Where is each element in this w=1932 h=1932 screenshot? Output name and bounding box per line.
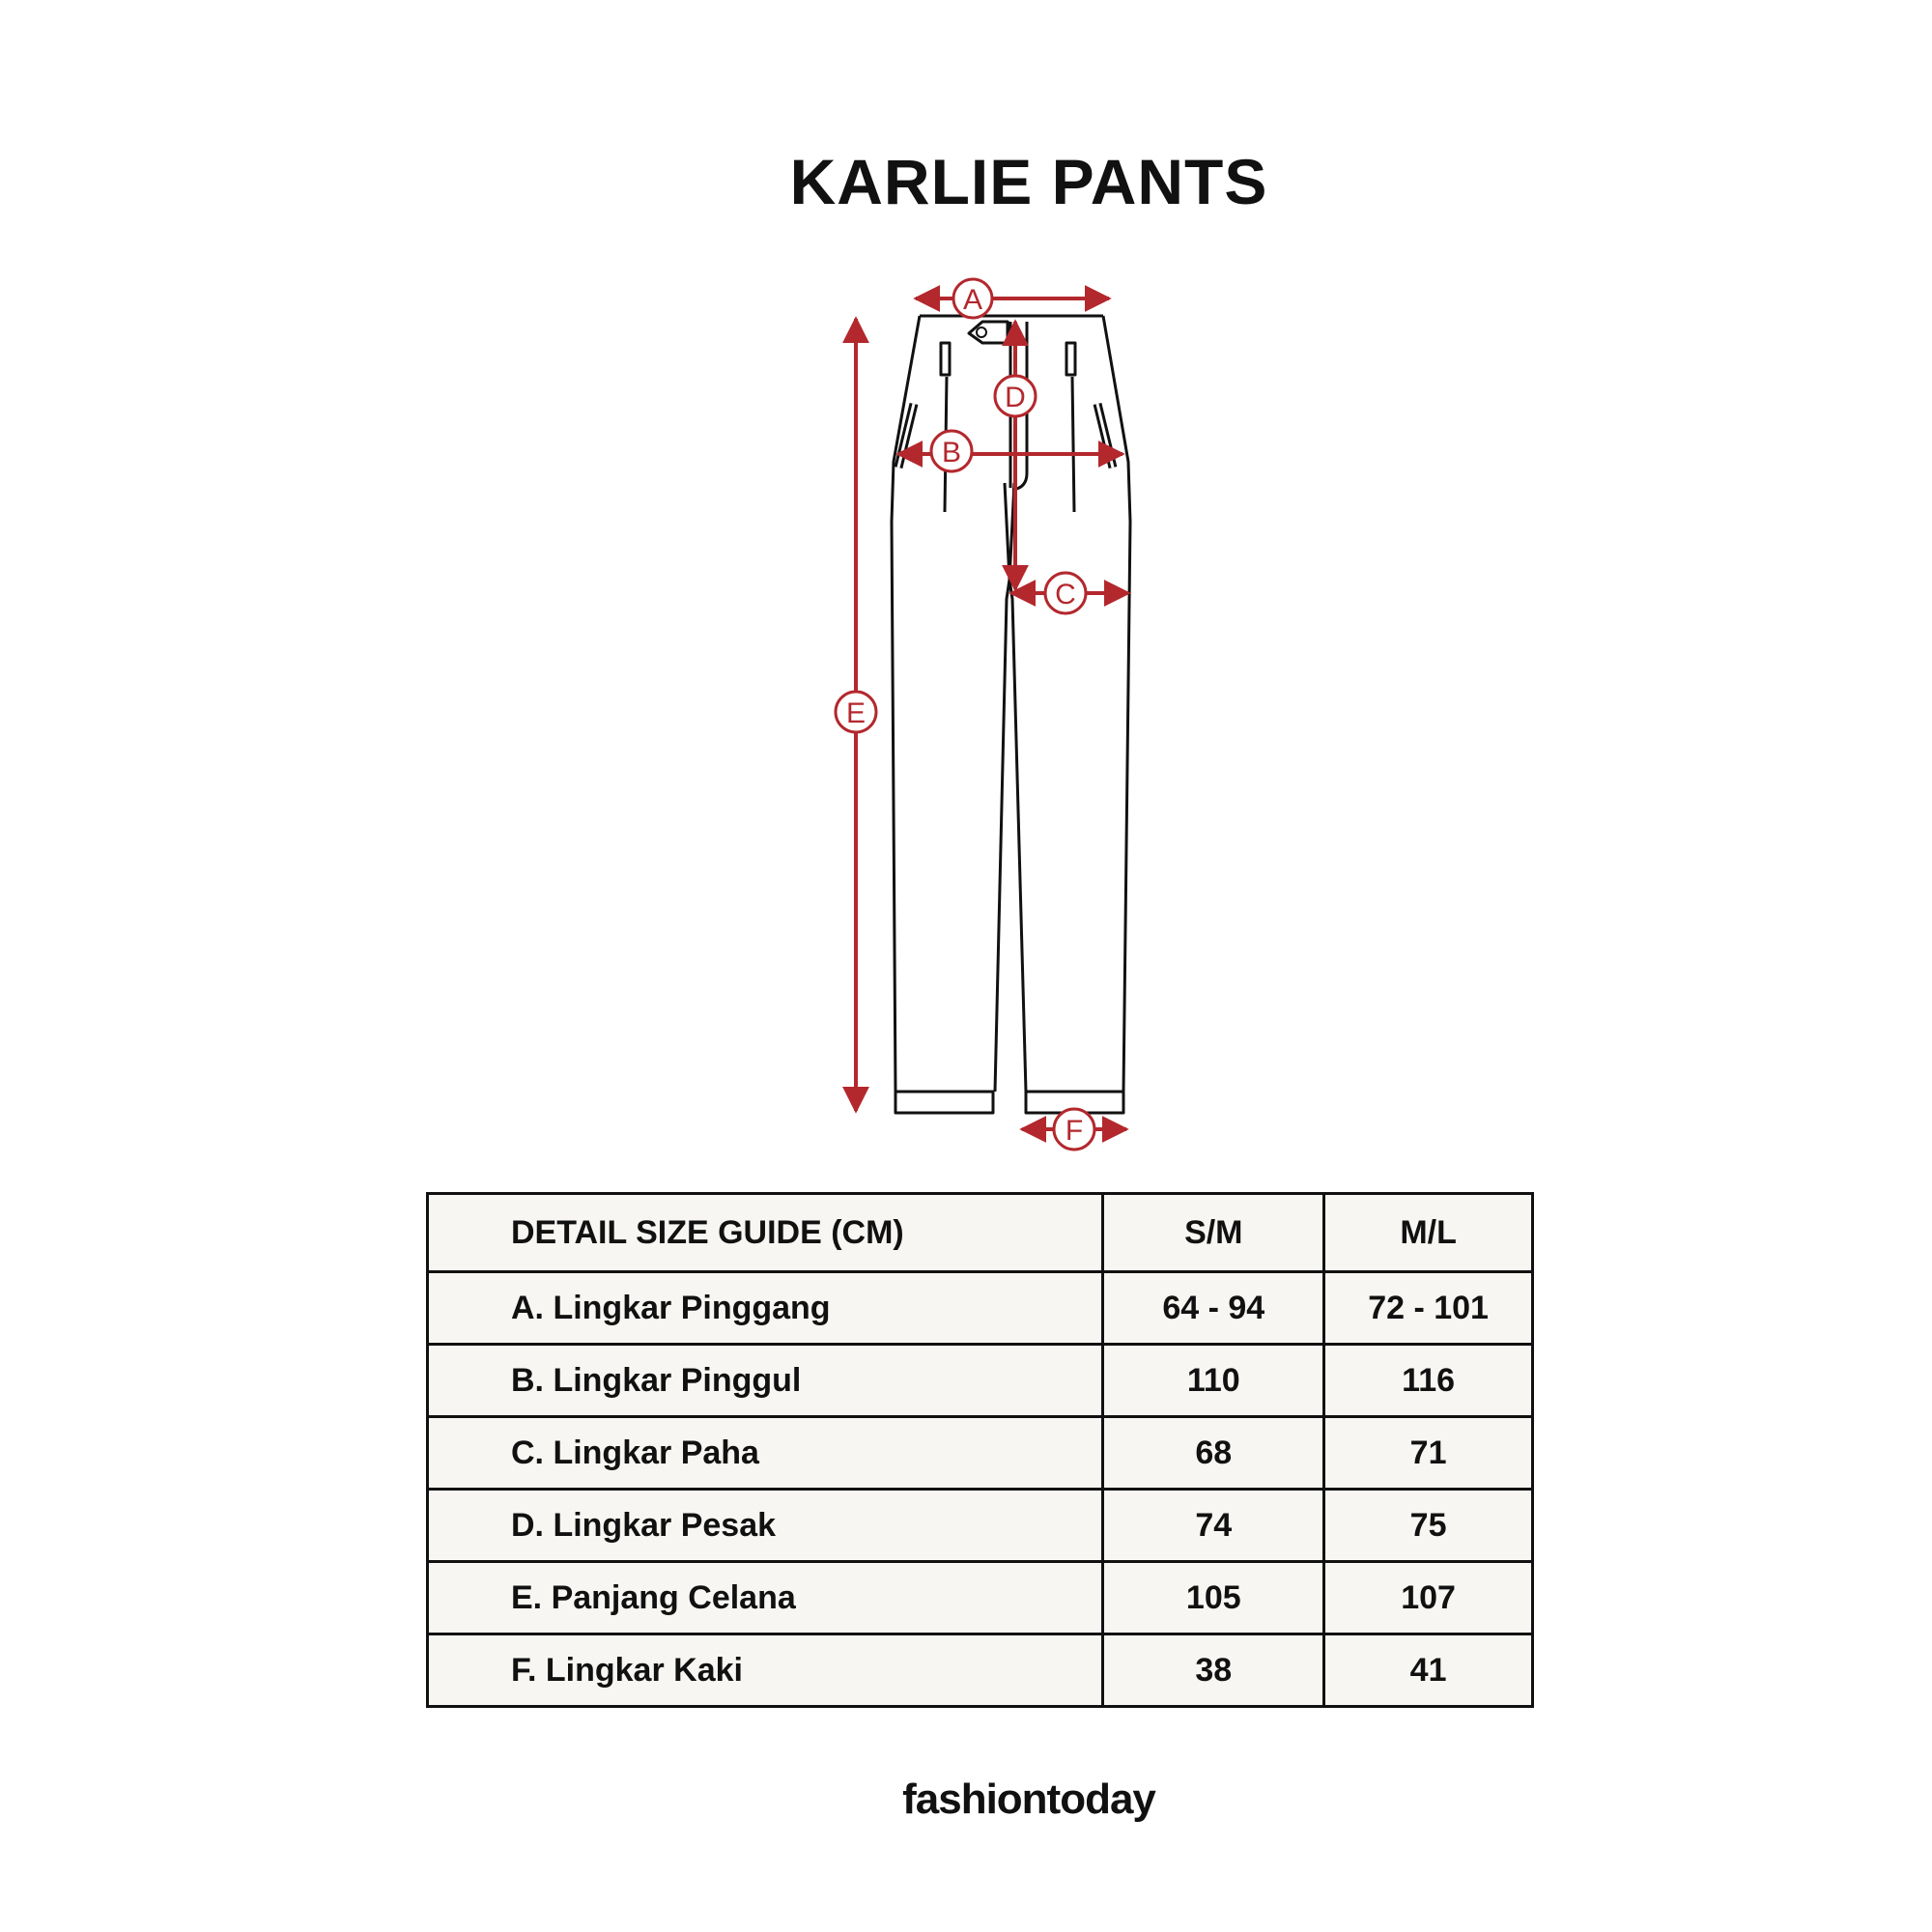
svg-text:C: C — [1055, 579, 1076, 611]
row-value-ml: 75 — [1324, 1490, 1533, 1562]
header-size-ml: M/L — [1324, 1194, 1533, 1272]
side-pocket-right — [1097, 404, 1113, 468]
row-value-ml: 116 — [1324, 1345, 1533, 1417]
svg-text:F: F — [1065, 1115, 1084, 1147]
svg-text:A: A — [962, 284, 983, 316]
side-pocket-left — [898, 404, 914, 468]
row-label: D. Lingkar Pesak — [428, 1490, 1103, 1562]
row-value-sm: 38 — [1103, 1634, 1324, 1707]
row-value-ml: 107 — [1324, 1562, 1533, 1634]
row-value-ml: 72 - 101 — [1324, 1272, 1533, 1345]
brand-logo-text: fashiontoday — [902, 1776, 1155, 1823]
pants-outline — [892, 316, 1130, 1113]
table-row — [428, 1272, 1533, 1345]
row-value-ml: 41 — [1324, 1634, 1533, 1707]
svg-text:D: D — [1005, 382, 1026, 413]
row-label: F. Lingkar Kaki — [428, 1634, 1103, 1707]
row-value-sm: 105 — [1103, 1562, 1324, 1634]
row-label: C. Lingkar Paha — [428, 1417, 1103, 1490]
row-label: E. Panjang Celana — [428, 1562, 1103, 1634]
marker-f — [1054, 1109, 1094, 1150]
button-icon — [977, 327, 986, 337]
header-label: DETAIL SIZE GUIDE (CM) — [428, 1194, 1103, 1272]
row-value-sm: 74 — [1103, 1490, 1324, 1562]
row-label: A. Lingkar Pinggang — [428, 1272, 1103, 1345]
size-guide-table — [426, 1192, 1534, 1708]
row-value-sm: 110 — [1103, 1345, 1324, 1417]
svg-text:E: E — [845, 697, 867, 729]
row-value-sm: 64 - 94 — [1103, 1272, 1324, 1345]
marker-b — [931, 431, 972, 471]
marker-e — [836, 692, 876, 732]
marker-a — [953, 279, 992, 318]
marker-d — [995, 376, 1036, 416]
row-label: B. Lingkar Pinggul — [428, 1345, 1103, 1417]
table-row — [428, 1417, 1533, 1490]
table-row — [428, 1634, 1533, 1707]
row-value-sm: 68 — [1103, 1417, 1324, 1490]
page-title: KARLIE PANTS — [789, 146, 1268, 217]
row-value-ml: 71 — [1324, 1417, 1533, 1490]
table-row — [428, 1562, 1533, 1634]
header-size-sm: S/M — [1103, 1194, 1324, 1272]
table-header-row — [428, 1194, 1533, 1272]
marker-c — [1045, 573, 1086, 613]
table-row — [428, 1345, 1533, 1417]
svg-text:B: B — [941, 437, 962, 469]
table-row — [428, 1490, 1533, 1562]
